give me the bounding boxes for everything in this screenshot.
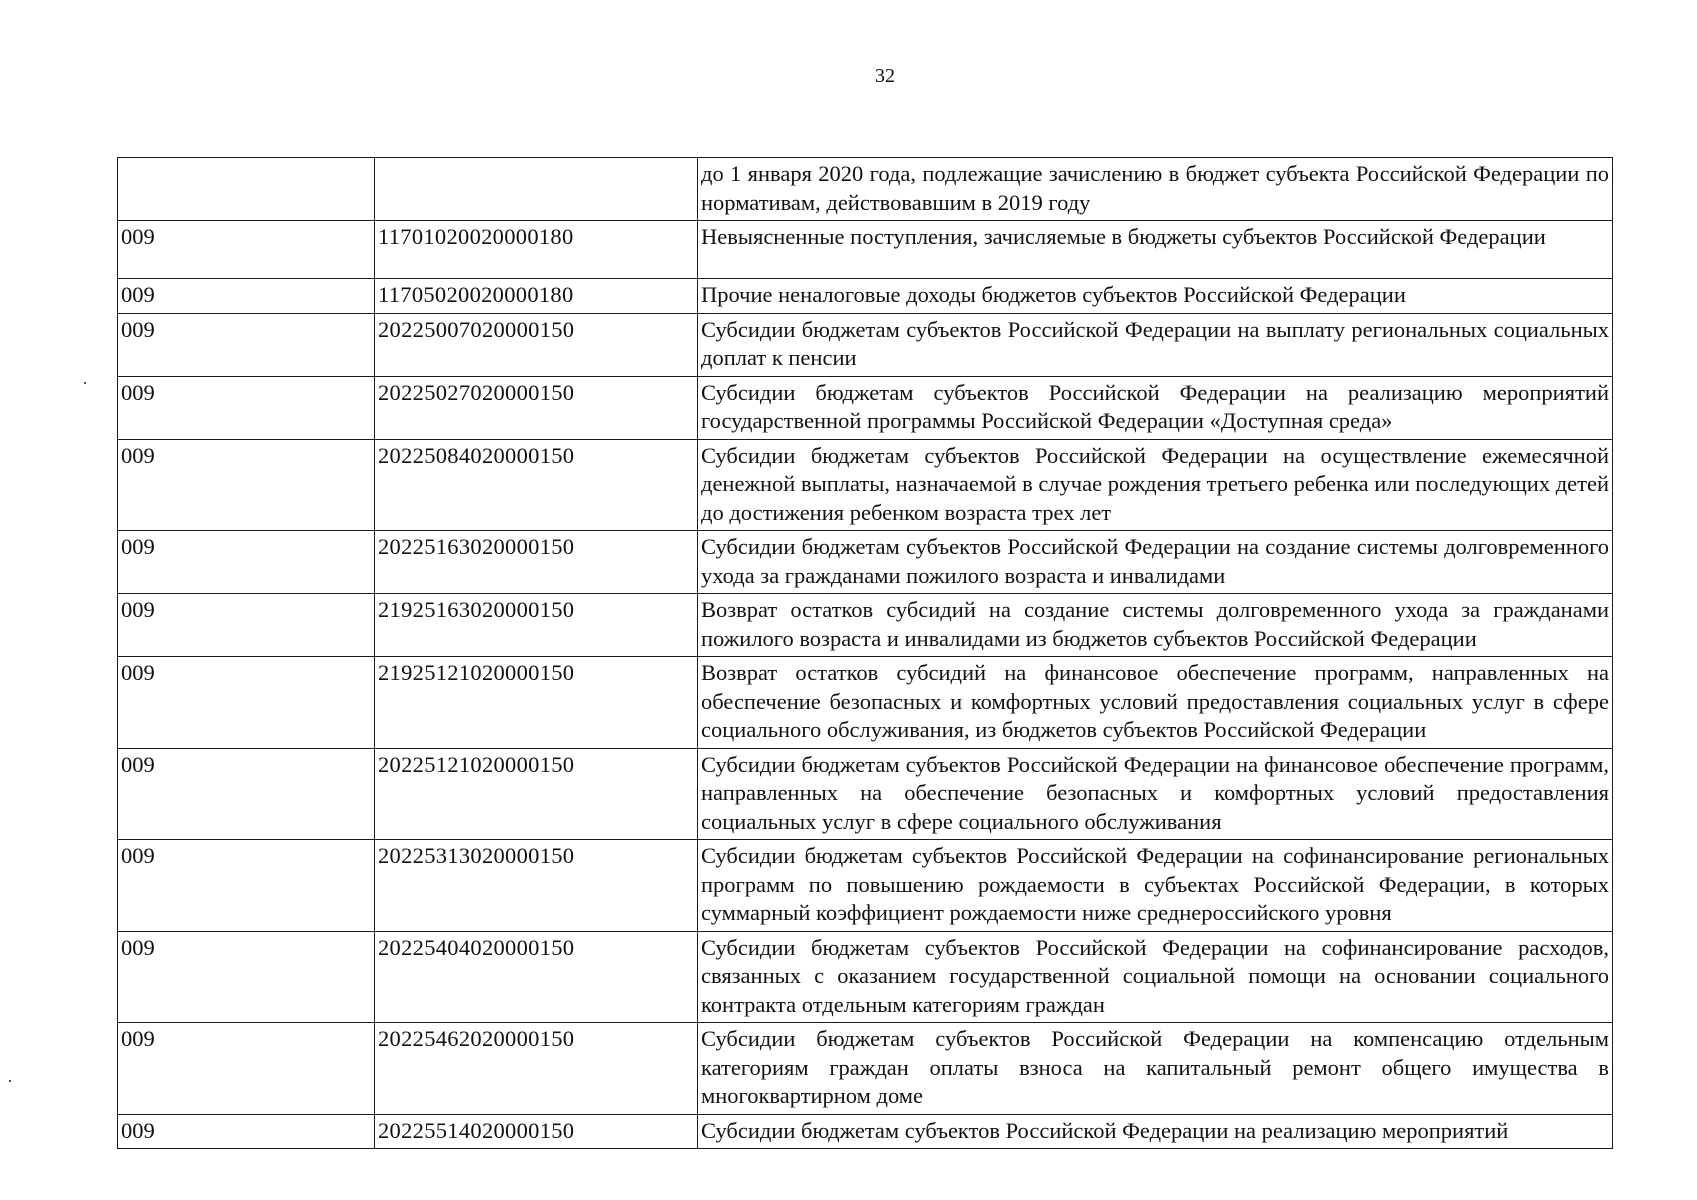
budget-code-cell (375, 158, 698, 221)
admin-code-cell: 009 (118, 376, 375, 439)
admin-code-cell: 009 (118, 657, 375, 749)
budget-code-cell: 20225084020000150 (375, 439, 698, 531)
table-row (118, 657, 1613, 749)
budget-code-cell: 20225514020000150 (375, 1114, 698, 1149)
revenue-name-cell: Субсидии бюджетам субъектов Российской Федерации на создание системы долговременного ухода за гражданами пожилого возраста и инвалидами (698, 531, 1613, 594)
budget-code-cell: 20225121020000150 (375, 748, 698, 840)
revenue-name-cell: Субсидии бюджетам субъектов Российской Федерации на реализацию мероприятий (698, 1114, 1613, 1149)
budget-code-cell: 11701020020000180 (375, 221, 698, 279)
budget-classification-table (117, 157, 1613, 1149)
admin-code-cell (118, 158, 375, 221)
revenue-name-cell: до 1 января 2020 года, подлежащие зачислению в бюджет субъекта Российской Федерации по нормативам, действовавшим в 2019 году (698, 158, 1613, 221)
table-row (118, 376, 1613, 439)
scan-speck (9, 1080, 11, 1082)
admin-code-cell: 009 (118, 1023, 375, 1115)
table-row (118, 439, 1613, 531)
budget-code-cell: 20225313020000150 (375, 840, 698, 932)
admin-code-cell: 009 (118, 748, 375, 840)
revenue-name-cell: Субсидии бюджетам субъектов Российской Федерации на осуществление ежемесячной денежной выплаты, назначаемой в случае рождения третьего ребенка или последующих детей до достижения ребенком возраста трех лет (698, 439, 1613, 531)
admin-code-cell: 009 (118, 313, 375, 376)
page-number: 32 (875, 65, 895, 87)
budget-code-cell: 20225027020000150 (375, 376, 698, 439)
table-row (118, 531, 1613, 594)
admin-code-cell: 009 (118, 1114, 375, 1149)
admin-code-cell: 009 (118, 594, 375, 657)
revenue-name-cell: Невыясненные поступления, зачисляемые в бюджеты субъектов Российской Федерации (698, 221, 1613, 279)
admin-code-cell: 009 (118, 840, 375, 932)
budget-code-cell: 11705020020000180 (375, 279, 698, 314)
revenue-name-cell: Субсидии бюджетам субъектов Российской Федерации на компенсацию отдельным категориям граждан оплаты взноса на капитальный ремонт общего имущества в многоквартирном доме (698, 1023, 1613, 1115)
admin-code-cell: 009 (118, 531, 375, 594)
revenue-name-cell: Субсидии бюджетам субъектов Российской Федерации на выплату региональных социальных доплат к пенсии (698, 313, 1613, 376)
admin-code-cell: 009 (118, 279, 375, 314)
revenue-name-cell: Возврат остатков субсидий на финансовое обеспечение программ, направленных на обеспечение безопасных и комфортных условий предоставления социальных услуг в сфере социального обслуживания, из бюджетов субъектов Российской Федерации (698, 657, 1613, 749)
admin-code-cell: 009 (118, 439, 375, 531)
table-row (118, 840, 1613, 932)
table-row (118, 279, 1613, 314)
scan-speck (84, 382, 86, 384)
table-body (118, 158, 1613, 1149)
revenue-name-cell: Прочие неналоговые доходы бюджетов субъектов Российской Федерации (698, 279, 1613, 314)
revenue-name-cell: Субсидии бюджетам субъектов Российской Федерации на реализацию мероприятий государственной программы Российской Федерации «Доступная среда» (698, 376, 1613, 439)
budget-code-cell: 20225462020000150 (375, 1023, 698, 1115)
table-row (118, 1023, 1613, 1115)
table-row (118, 1114, 1613, 1149)
table-row (118, 158, 1613, 221)
table-row (118, 594, 1613, 657)
budget-code-cell: 20225007020000150 (375, 313, 698, 376)
budget-code-cell: 20225404020000150 (375, 931, 698, 1023)
budget-code-cell: 21925163020000150 (375, 594, 698, 657)
revenue-name-cell: Субсидии бюджетам субъектов Российской Федерации на софинансирование расходов, связанных с оказанием государственной социальной помощи на основании социального контракта отдельным категориям граждан (698, 931, 1613, 1023)
table-row (118, 931, 1613, 1023)
table-row (118, 221, 1613, 279)
budget-code-cell: 21925121020000150 (375, 657, 698, 749)
table-row (118, 748, 1613, 840)
admin-code-cell: 009 (118, 221, 375, 279)
revenue-name-cell: Субсидии бюджетам субъектов Российской Федерации на финансовое обеспечение программ, направленных на обеспечение безопасных и комфортных условий предоставления социальных услуг в сфере социального обслуживания (698, 748, 1613, 840)
budget-code-cell: 20225163020000150 (375, 531, 698, 594)
revenue-name-cell: Субсидии бюджетам субъектов Российской Федерации на софинансирование региональных программ по повышению рождаемости в субъектах Российской Федерации, в которых суммарный коэффициент рождаемости ниже среднероссийского уровня (698, 840, 1613, 932)
admin-code-cell: 009 (118, 931, 375, 1023)
revenue-name-cell: Возврат остатков субсидий на создание системы долговременного ухода за гражданами пожилого возраста и инвалидами из бюджетов субъектов Российской Федерации (698, 594, 1613, 657)
table-row (118, 313, 1613, 376)
